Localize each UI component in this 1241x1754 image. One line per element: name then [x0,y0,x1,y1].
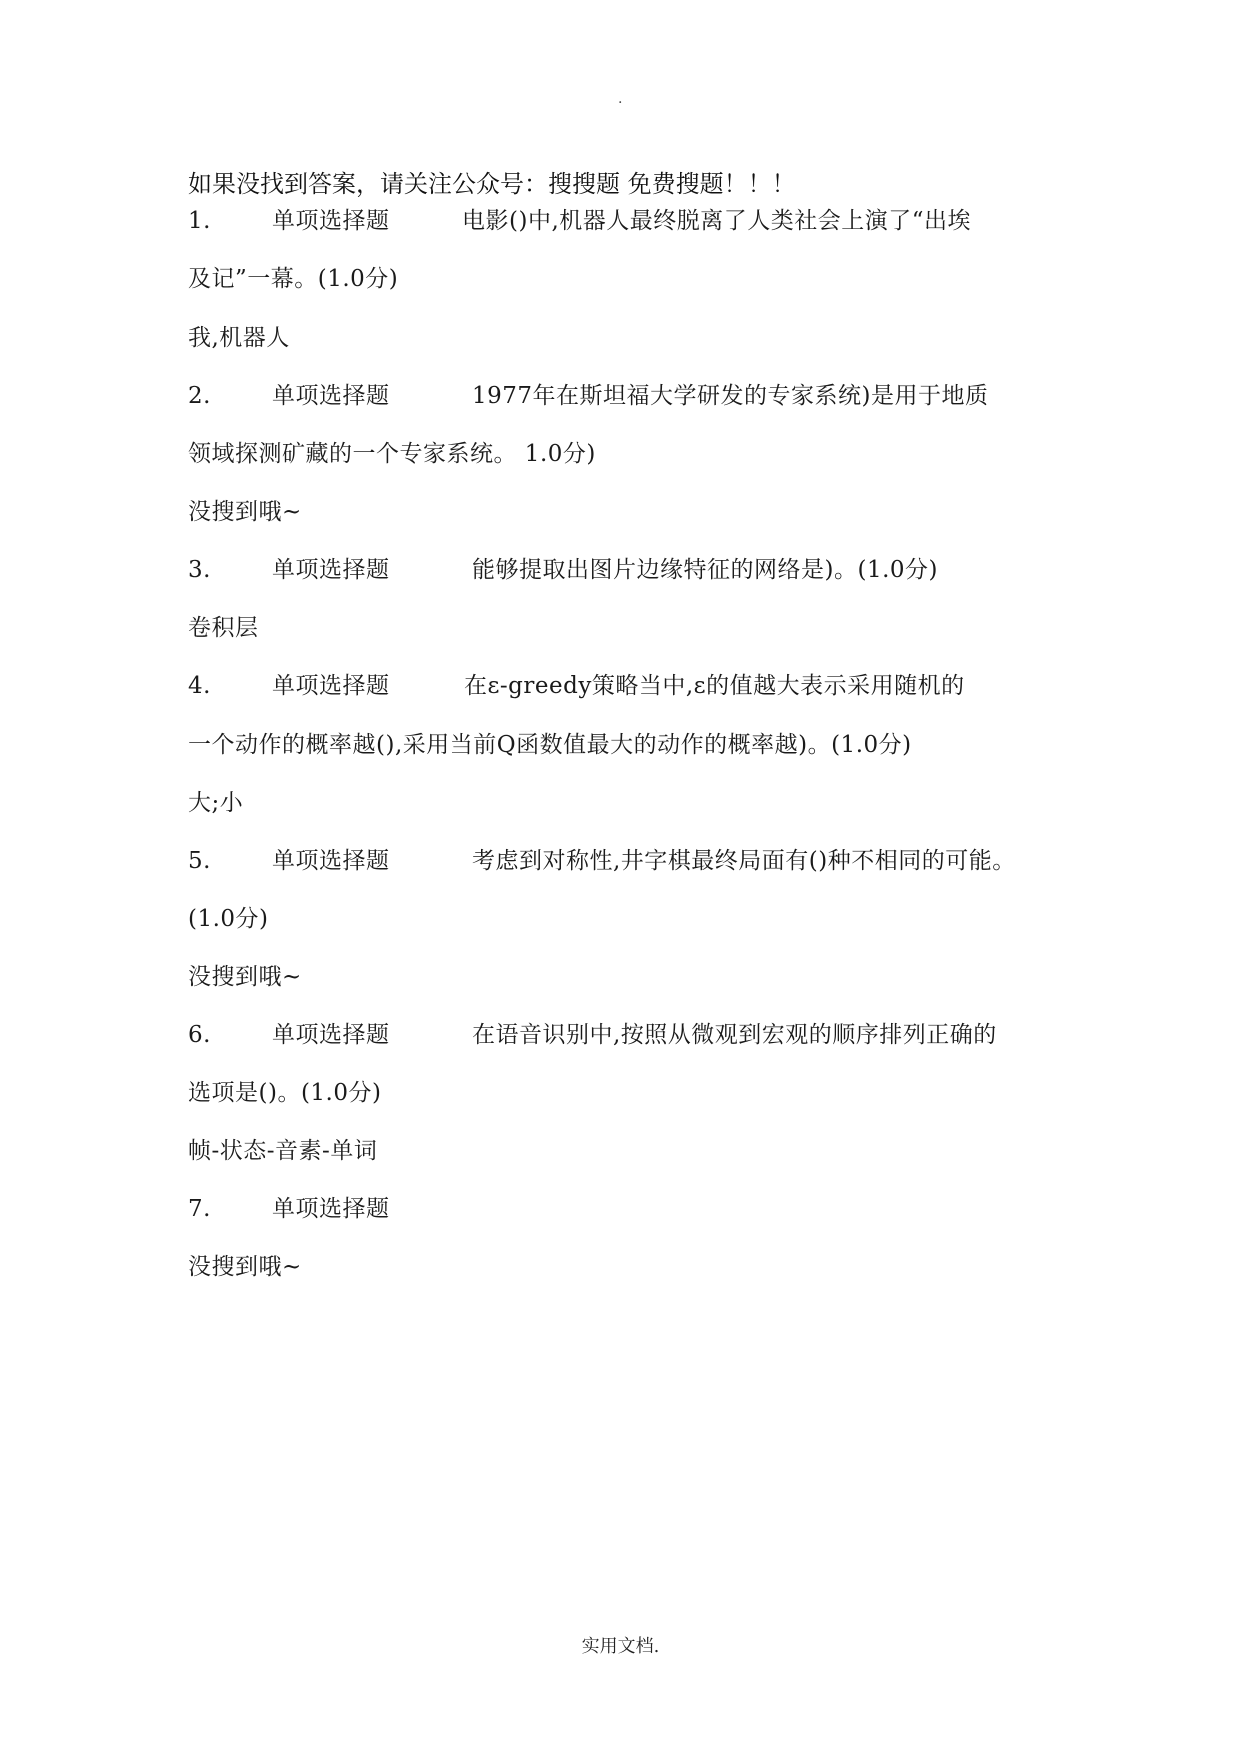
question-2-line-2: 领域探测矿藏的一个专家系统。 1.0分) [188,441,596,467]
question-text: 在ε-greedy策略当中,ε的值越大表示采用随机的 [464,673,965,699]
question-number: 4. [188,673,211,699]
question-text: 在语音识别中,按照从微观到宏观的顺序排列正确的 [472,1022,997,1048]
question-6-line-1 [188,1020,997,1050]
question-6-line-2: 选项是()。(1.0分) [188,1080,382,1106]
question-4-answer: 大;小 [188,790,244,816]
question-1-line-1 [188,206,971,236]
question-5-line-2: (1.0分) [188,906,269,932]
question-5-answer: 没搜到哦~ [188,964,302,990]
question-text: 能够提取出图片边缘特征的网络是)。(1.0分) [472,557,938,583]
question-number: 7. [188,1196,211,1222]
question-number: 1. [188,208,211,234]
page-footer: 实用文档. [581,1636,660,1657]
question-1-line-2: 及记”一幕。(1.0分) [188,266,399,292]
question-4-line-2: 一个动作的概率越(),采用当前Q函数值最大的动作的概率越)。(1.0分) [188,732,912,758]
question-2-line-1 [188,381,989,411]
question-number: 6. [188,1022,211,1048]
question-type: 单项选择题 [272,848,390,874]
question-text: 1977年在斯坦福大学研发的专家系统)是用于地质 [472,383,989,409]
question-3-line-1 [188,555,938,585]
question-type: 单项选择题 [272,1196,390,1222]
question-type: 单项选择题 [272,673,390,699]
notice-banner: 如果没找到答案，请关注公众号：搜搜题 免费搜题！！！ [188,170,796,198]
question-number: 5. [188,848,211,874]
question-text: 电影()中,机器人最终脱离了人类社会上演了“出埃 [462,208,972,234]
header-mark: . [618,91,623,107]
question-4-line-1 [188,671,965,701]
question-2-answer: 没搜到哦~ [188,499,302,525]
question-number: 2. [188,383,211,409]
question-7-line-1 [188,1194,472,1224]
question-type: 单项选择题 [272,1022,390,1048]
question-5-line-1 [188,846,1016,876]
question-type: 单项选择题 [272,383,390,409]
question-3-answer: 卷积层 [188,615,259,641]
question-text: 考虑到对称性,井字棋最终局面有()种不相同的可能。 [472,848,1016,874]
question-6-answer: 帧-状态-音素-单词 [188,1138,378,1164]
question-number: 3. [188,557,211,583]
question-type: 单项选择题 [272,557,390,583]
question-7-answer: 没搜到哦~ [188,1254,302,1280]
question-1-answer: 我,机器人 [188,325,290,351]
question-type: 单项选择题 [272,208,390,234]
